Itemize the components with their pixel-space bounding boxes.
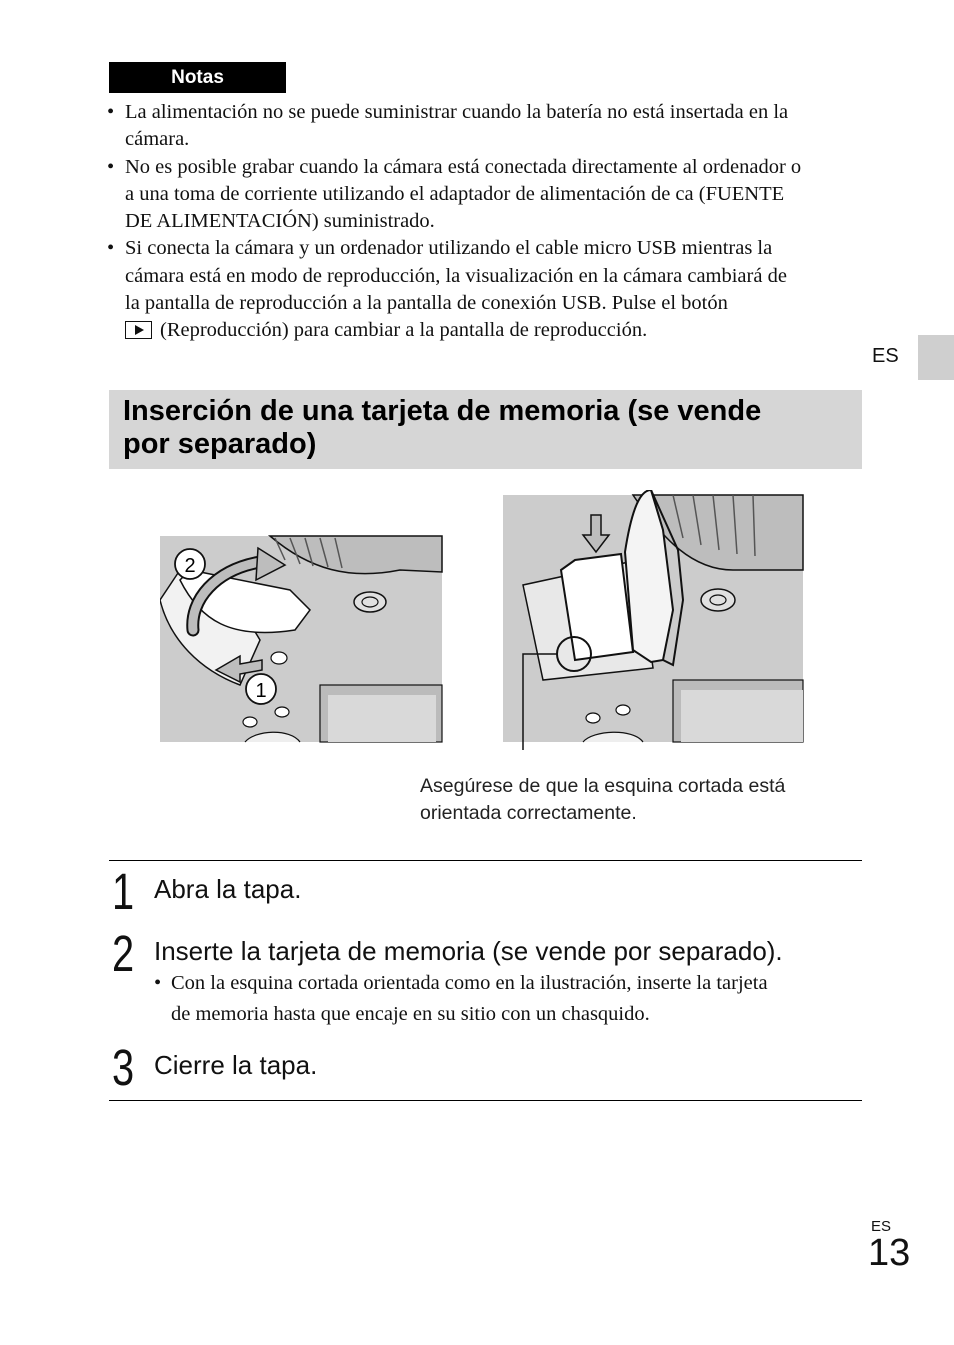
note-line: No es posible grabar cuando la cámara está conectada directamente al ordenador o <box>125 155 802 178</box>
note-line <box>125 317 865 344</box>
playback-button-icon <box>125 321 152 339</box>
tripod-socket <box>354 592 386 612</box>
notes-label: Notas <box>109 62 286 93</box>
tripod-socket <box>701 589 735 611</box>
caption-line: Asegúrese de que la esquina cortada está <box>420 775 786 797</box>
page-number: 13 <box>868 1232 911 1274</box>
bullet: • <box>107 237 115 260</box>
marker-label: 1 <box>255 680 267 702</box>
section-title-line: por separado) <box>123 428 317 460</box>
detail-line: de memoria hasta que encaje en su sitio con un chasquido. <box>171 1003 650 1025</box>
note-line: La alimentación no se puede suministrar cuando la batería no está insertada en la <box>125 101 789 123</box>
step-number: 2 <box>112 925 135 982</box>
figure-caption <box>420 773 870 827</box>
step-text: Cierre la tapa. <box>154 1050 318 1080</box>
note-line: la pantalla de reproducción a la pantalla de conexión USB. Pulse el botón <box>125 292 728 315</box>
camera-illustration-svg <box>160 490 820 750</box>
steps-top-rule <box>109 860 862 861</box>
step-number: 3 <box>112 1039 135 1096</box>
notes-list <box>105 99 865 345</box>
step-text: Abra la tapa. <box>154 874 302 904</box>
section-title-line: Inserción de una tarjeta de memoria (se vende <box>123 395 762 427</box>
caption-line: orientada correctamente. <box>420 802 637 824</box>
note-line: cámara. <box>125 128 190 151</box>
memory-card <box>561 554 633 660</box>
detail-line: Con la esquina cortada orientada como en la ilustración, inserte la tarjeta <box>171 972 768 994</box>
note-line: cámara está en modo de reproducción, la visualización en la cámara cambiará de <box>125 264 787 287</box>
note-line: Si conecta la cámara y un ordenador utilizando el cable micro USB mientras la <box>125 237 773 260</box>
note-line: a una toma de corriente utilizando el adaptador de alimentación de ca (FUENTE <box>125 182 785 205</box>
note-item <box>105 154 865 236</box>
camera-open-cover-drawing <box>160 536 442 742</box>
step-number: 1 <box>112 863 135 920</box>
bullet: • <box>107 101 115 123</box>
side-tab <box>918 335 954 380</box>
step-text: Inserte la tarjeta de memoria (se vende por separado). <box>154 936 783 966</box>
note-line: DE ALIMENTACIÓN) suministrado. <box>125 210 435 233</box>
marker-label: 2 <box>184 555 196 577</box>
note-line-text: (Reproducción) para cambiar a la pantalla de reproducción. <box>160 319 648 342</box>
section-heading <box>109 390 862 469</box>
steps-bottom-rule <box>109 1100 862 1101</box>
bullet: • <box>154 972 162 994</box>
side-language-label: ES <box>872 345 899 367</box>
section-title <box>123 395 853 461</box>
note-item <box>105 99 865 154</box>
camera-card-insert-drawing <box>503 490 803 750</box>
step-2-detail <box>154 968 881 1030</box>
note-item <box>105 235 865 344</box>
memory-card-illustration <box>160 490 820 755</box>
bullet: • <box>107 155 115 178</box>
footer-language: ES <box>871 1218 892 1235</box>
